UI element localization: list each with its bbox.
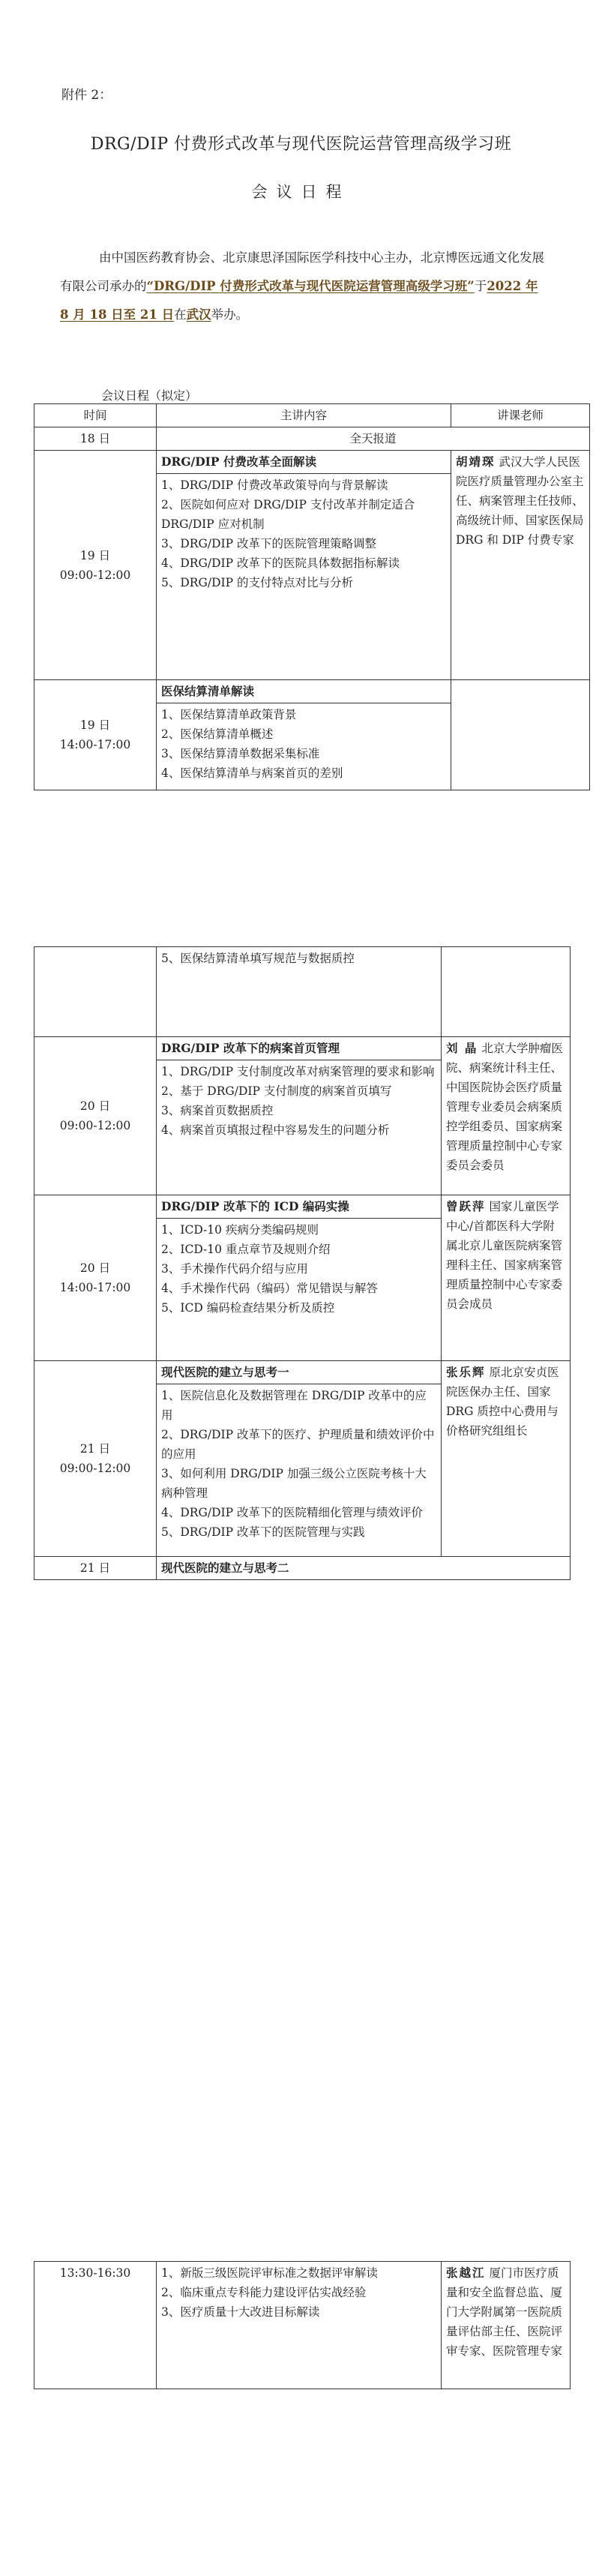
teacher-cell [442,1195,571,1361]
teacher-name: 刘 晶 [446,1041,478,1055]
teacher-name: 胡靖琛 [456,454,496,469]
table-row [34,1037,571,1060]
list-item: 5、医保结算清单填写规范与数据质控 [161,952,355,965]
list-item: 2、DRG/DIP 改革下的医疗、护理质量和绩效评价中的应用 [161,1428,435,1461]
teacher-cell [442,947,571,1037]
row-time [34,1037,157,1195]
session-items [157,2262,442,2389]
row-date: 20 日 [79,1261,111,1275]
intro-dates: 2022 年 8 月 18 日至 21 日 [60,279,538,322]
list-item: 1、新版三级医院评审标准之数据评审解读 [161,2266,378,2280]
table-row [34,947,571,1037]
teacher-desc: 武汉大学人民医院医疗质量管理办公室主任、病案管理主任技师、高级统计师、国家医保局 DRG 和 DIP 付费专家 [456,455,584,547]
table-row [34,1361,571,1384]
teacher-desc: 原北京安贞医院医保办主任、国家 DRG 质控中心费用与价格研究组组长 [446,1366,559,1438]
session-items [157,474,451,680]
list-item: 3、病案首页数据质控 [161,1104,274,1117]
session-items [157,947,442,1037]
teacher-name: 张乐辉 [446,1365,486,1379]
teacher-cell [451,451,590,680]
schedule-table-part-2 [34,946,571,1580]
list-item: 2、医保结算清单概述 [161,727,274,741]
session-topic: DRG/DIP 付费改革全面解读 [157,451,451,474]
list-item: 5、ICD 编码检查结果分析及质控 [161,1301,335,1315]
intro-city: 武汉 [186,307,211,322]
list-item: 3、医疗质量十大改进目标解读 [161,2305,320,2319]
list-item: 3、如何利用 DRG/DIP 加强三级公立医院考核十大病种管理 [161,1467,427,1500]
teacher-desc: 厦门市医疗质量和安全监督总监、厦门大学附属第一医院质量评估部主任、医院评审专家、医院管理专家 [446,2266,563,2358]
schedule-table-part-3 [34,2261,571,2389]
list-item: 5、DRG/DIP 的支付特点对比与分析 [161,576,353,589]
row-time [34,947,157,1037]
session-topic: DRG/DIP 改革下的病案首页管理 [157,1037,442,1060]
table-row [34,2262,571,2389]
list-item: 1、医院信息化及数据管理在 DRG/DIP 改革中的应用 [161,1389,427,1422]
row-hours: 09:00-12:00 [59,1119,131,1132]
schedule-table-part-1 [34,403,590,790]
row-time: 21 日 [34,1557,157,1580]
row-time [34,1361,157,1557]
list-item: 3、医保结算清单数据采集标准 [161,747,320,760]
session-topic: 现代医院的建立与思考一 [157,1361,442,1384]
teacher-cell [442,1037,571,1195]
list-item: 1、ICD-10 疾病分类编码规则 [161,1223,319,1237]
intro-text-4: 举办。 [211,307,249,322]
row-hours: 09:00-12:00 [59,1462,131,1475]
session-items [157,1219,442,1361]
list-item: 4、DRG/DIP 改革下的医院具体数据指标解读 [161,556,400,570]
teacher-name: 张越江 [446,2266,486,2280]
list-item: 3、DRG/DIP 改革下的医院管理策略调整 [161,537,376,550]
annex-label: 附件 2： [61,88,112,103]
intro-course-name: “DRG/DIP 付费形式改革与现代医院运营管理高级学习班” [146,279,475,293]
list-item: 2、ICD-10 重点章节及规则介绍 [161,1243,331,1256]
list-item: 4、医保结算清单与病案首页的差别 [161,766,343,780]
list-item: 4、病案首页填报过程中容易发生的问题分析 [161,1123,390,1137]
teacher-desc: 北京大学肿瘤医院、病案统计科主任、中国医院协会医疗质量管理专业委员会病案质控学组委员、国家病案管理质量控制中心专家委员会委员 [446,1042,563,1172]
list-item: 4、DRG/DIP 改革下的医院精细化管理与绩效评价 [161,1506,423,1519]
row-date: 19 日 [79,718,111,732]
table-header-row [34,404,590,427]
row-hours: 09:00-12:00 [59,568,131,582]
teacher-cell [442,2262,571,2389]
intro-text-3: 在 [174,307,187,322]
list-item: 1、医保结算清单政策背景 [161,708,297,721]
row-date: 19 日 [79,548,111,562]
teacher-desc: 国家儿童医学中心/首都医科大学附属北京儿童医院病案管理科主任、国家病案管理质量控制中心专家委员会成员 [446,1200,563,1311]
header-teacher: 讲课老师 [451,404,590,427]
table-row [34,1557,571,1580]
row-time [34,680,157,790]
list-item: 2、医院如何应对 DRG/DIP 支付改革并制定适合 DRG/DIP 应对机制 [161,498,415,531]
header-time: 时间 [34,404,157,427]
row-date: 21 日 [79,1442,111,1456]
session-items [157,703,451,790]
row-time [34,451,157,680]
session-topic: 现代医院的建立与思考二 [157,1557,571,1580]
document-title: DRG/DIP 付费形式改革与现代医院运营管理高级学习班 [90,135,512,154]
table-row [34,451,590,474]
list-item: 1、DRG/DIP 付费改革政策导向与背景解读 [161,478,388,492]
session-topic: 医保结算清单解读 [157,680,451,703]
table-row [34,680,590,703]
list-item: 5、DRG/DIP 改革下的医院管理与实践 [161,1525,365,1539]
teacher-name: 曾跃萍 [446,1199,486,1213]
row-time: 18 日 [34,427,157,451]
session-topic: DRG/DIP 改革下的 ICD 编码实操 [157,1195,442,1219]
list-item: 2、临床重点专科能力建设评估实战经验 [161,2286,367,2299]
row-time: 13:30-16:30 [34,2262,157,2389]
teacher-cell [451,680,590,790]
session-items [157,1060,442,1195]
session-items [157,1384,442,1557]
table-row [34,1195,571,1219]
list-item: 2、基于 DRG/DIP 支付制度的病案首页填写 [161,1084,392,1098]
row-content: 全天报道 [157,427,590,451]
list-item: 4、手术操作代码（编码）常见错误与解答 [161,1282,378,1295]
intro-text-2: 于 [474,279,487,293]
row-hours: 14:00-17:00 [59,1281,131,1294]
row-hours: 14:00-17:00 [59,738,131,751]
header-content: 主讲内容 [157,404,451,427]
document-subtitle: 会议日程 [251,183,351,201]
list-item: 1、DRG/DIP 支付制度改革对病案管理的要求和影响 [161,1065,435,1078]
schedule-caption: 会议日程（拟定） [101,388,198,403]
row-time [34,1195,157,1361]
intro-paragraph [60,244,547,329]
teacher-cell [442,1361,571,1557]
intro-text-1: 由中国医药教育协会、北京康思泽国际医学科技中心主办，北京博医远通文化发展有限公司承办的 [60,250,544,293]
table-row [34,427,590,451]
row-date: 20 日 [79,1099,111,1113]
list-item: 3、手术操作代码介绍与应用 [161,1262,308,1276]
